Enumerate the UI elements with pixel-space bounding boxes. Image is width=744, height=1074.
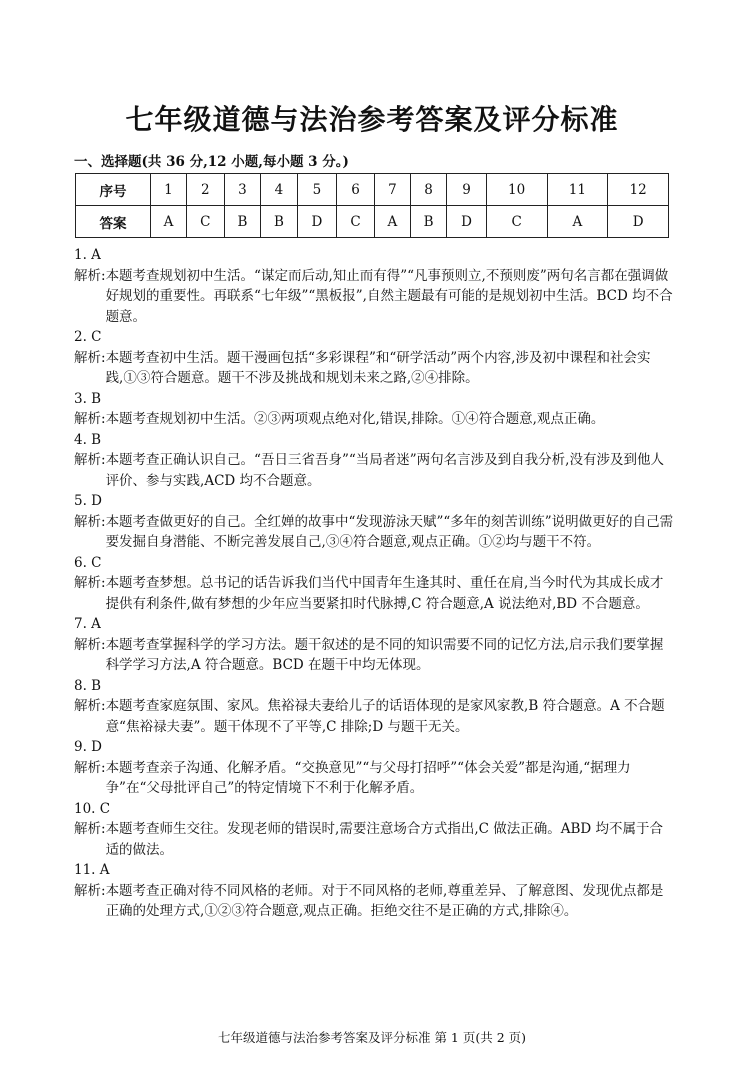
analysis: [74, 696, 674, 737]
table-cell-answer: C: [486, 206, 547, 238]
analysis-label: 解析:: [74, 759, 106, 776]
question-item: [74, 491, 674, 553]
analysis-text: 本题考查正确对待不同风格的老师。对于不同风格的老师,尊重差异、了解意图、发现优点都是正确的处理方式,①②③符合题意,观点正确。拒绝交往不是正确的方式,排除④。: [105, 882, 664, 919]
analysis: [74, 573, 674, 614]
question-item: [74, 860, 674, 922]
table-cell-number: 5: [297, 174, 336, 206]
analysis: [74, 512, 674, 553]
analysis: [74, 881, 674, 922]
table-cell-number: 3: [224, 174, 260, 206]
question-item: [74, 245, 674, 327]
question-item: [74, 737, 674, 799]
analysis-text: 本题考查正确认识自己。“吾日三省吾身”“当局者迷”两句名言涉及到自我分析,没有涉及到他人评价、参与实践,ACD 均不合题意。: [105, 452, 664, 489]
table-cell-number: 1: [151, 174, 187, 206]
table-cell-answer: B: [410, 206, 446, 238]
analysis: [74, 450, 674, 491]
analysis: [74, 819, 674, 860]
table-cell-number: 9: [447, 174, 486, 206]
table-cell-number: 8: [410, 174, 446, 206]
analysis-label: 解析:: [74, 821, 106, 837]
analysis-label: 解析:: [74, 349, 106, 366]
table-cell-answer: C: [186, 206, 224, 238]
analysis: [74, 635, 674, 676]
analysis-label: 解析:: [74, 452, 106, 468]
analysis-label: 解析:: [74, 636, 106, 653]
table-cell-answer: B: [224, 206, 260, 238]
table-header-number: 序号: [76, 174, 151, 206]
question-answer: 8. B: [74, 677, 102, 694]
analysis-label: 解析:: [74, 882, 106, 899]
analysis-label: 解析:: [74, 698, 106, 714]
section-heading: 一、选择题(共 36 分,12 小题,每小题 3 分。): [74, 154, 349, 170]
page-title: 七年级道德与法治参考答案及评分标准: [125, 103, 619, 136]
question-item: [74, 430, 674, 492]
question-answer: 4. B: [74, 431, 102, 448]
analysis-text: 本题考查规划初中生活。②③两项观点绝对化,错误,排除。①④符合题意,观点正确。: [105, 411, 605, 427]
question-answer: 9. D: [74, 739, 102, 755]
analysis-text: 本题考查初中生活。题干漫画包括“多彩课程”和“研学活动”两个内容,涉及初中课程和社会实践,①③符合题意。题干不涉及挑战和规划未来之路,②④排除。: [105, 349, 651, 386]
analysis-text: 本题考查掌握科学的学习方法。题干叙述的是不同的知识需要不同的记忆方法,启示我们要掌握科学学习方法,A 符合题意。BCD 在题干中均无体现。: [105, 636, 664, 673]
analysis-label: 解析:: [74, 513, 106, 530]
table-cell-answer: C: [337, 206, 375, 238]
table-header-answer: 答案: [76, 206, 151, 238]
analysis-label: 解析:: [74, 575, 106, 591]
analysis-list: [74, 245, 674, 922]
analysis: [74, 348, 674, 389]
question-answer: 2. C: [74, 329, 102, 345]
analysis-text: 本题考查师生交往。发现老师的错误时,需要注意场合方式指出,C 做法正确。ABD 均不属于合适的做法。: [105, 821, 664, 858]
answer-table: [75, 173, 669, 238]
question-answer: 1. A: [74, 247, 101, 263]
table-cell-number: 12: [608, 174, 669, 206]
analysis-label: 解析:: [74, 411, 106, 427]
question-answer: 11. A: [74, 862, 110, 878]
question-item: [74, 614, 674, 676]
table-cell-number: 7: [374, 174, 410, 206]
analysis-text: 本题考查梦想。总书记的话告诉我们当代中国青年生逢其时、重任在肩,当今时代为其成长成才提供有利条件,做有梦想的少年应当要紧扣时代脉搏,C 符合题意,A 说法绝对,BD 不合题意。: [105, 575, 664, 612]
table-cell-answer: A: [374, 206, 410, 238]
table-cell-number: 2: [186, 174, 224, 206]
question-item: [74, 799, 674, 861]
table-cell-number: 11: [547, 174, 608, 206]
table-cell-number: 10: [486, 174, 547, 206]
analysis-text: 本题考查亲子沟通、化解矛盾。“交换意见”“与父母打招呼”“体会关爱”都是沟通,“据理力争”在“父母批评自己”的特定情境下不利于化解矛盾。: [105, 759, 631, 796]
question-item: [74, 553, 674, 615]
table-cell-answer: D: [297, 206, 336, 238]
question-item: [74, 389, 674, 430]
analysis-text: 本题考查家庭氛围、家风。焦裕禄夫妻给儿子的话语体现的是家风家教,B 符合题意。A 不合题意“焦裕禄夫妻”。题干体现不了平等,C 排除;D 与题干无关。: [105, 698, 665, 735]
question-answer: 5. D: [74, 493, 102, 509]
question-item: [74, 676, 674, 738]
table-cell-answer: D: [447, 206, 486, 238]
page-footer: 七年级道德与法治参考答案及评分标准 第 1 页(共 2 页): [217, 1030, 527, 1045]
analysis: [74, 409, 674, 430]
question-answer: 3. B: [74, 390, 102, 407]
table-cell-answer: B: [261, 206, 297, 238]
table-cell-answer: D: [608, 206, 669, 238]
question-item: [74, 327, 674, 389]
table-row-answers: [76, 206, 669, 238]
analysis-text: 本题考查规划初中生活。“谋定而后动,知止而有得”“凡事预则立,不预则废”两句名言都在强调做好规划的重要性。再联系“七年级”“黑板报”,自然主题最有可能的是规划初中生活。BCD 均不合题意。: [105, 267, 673, 325]
table-cell-number: 4: [261, 174, 297, 206]
table-row-numbers: [76, 174, 669, 206]
question-answer: 6. C: [74, 554, 102, 571]
table-cell-number: 6: [337, 174, 375, 206]
analysis: [74, 758, 674, 799]
table-cell-answer: A: [547, 206, 608, 238]
question-answer: 7. A: [74, 616, 101, 632]
table-cell-answer: A: [151, 206, 187, 238]
analysis-label: 解析:: [74, 267, 106, 284]
question-answer: 10. C: [74, 800, 111, 817]
analysis-text: 本题考查做更好的自己。全红婵的故事中“发现游泳天赋”“多年的刻苦训练”说明做更好的自己需要发掘自身潜能、不断完善发展自己,③④符合题意,观点正确。①②均与题干不符。: [105, 513, 674, 550]
analysis: [74, 266, 674, 328]
